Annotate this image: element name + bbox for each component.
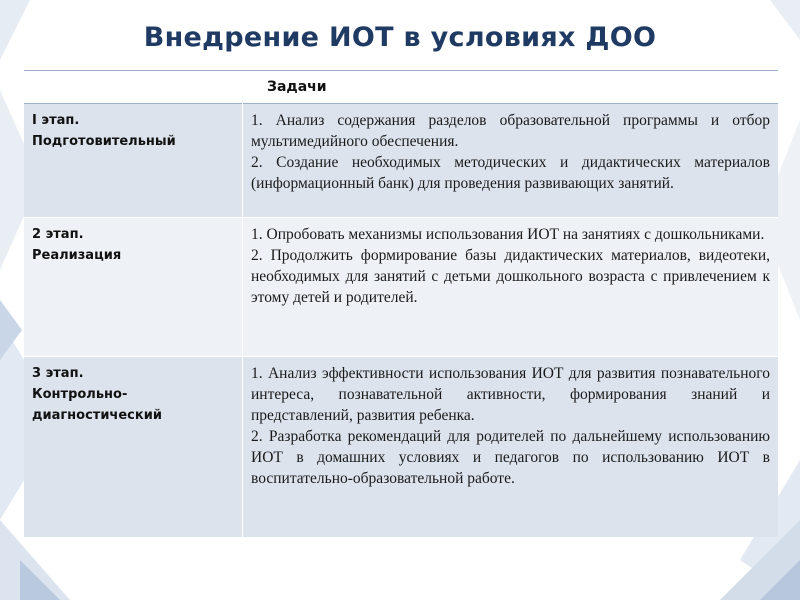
stage-name-continued: диагностический [32,408,162,423]
task-item: 1. Опробовать механизмы использования ИОТ на занятиях с дошкольниками. [251,226,765,243]
task-item: 1. Анализ эффективности использования ИОТ для развития познавательного интереса, познавательной активности, формирования знаний и представлений, развития ребенка. [251,365,770,424]
table-header-row [24,71,778,104]
task-item: 1. Анализ содержания разделов образовательной программы и отбор мультимедийного обеспечения. [251,112,770,150]
tasks-cell [243,357,779,538]
task-item: 2. Разработка рекомендаций для родителей по дальнейшему использованию ИОТ в домашних условиях и педагогов по использованию ИОТ в воспитательно-образовательной работе. [251,428,770,487]
table-row-stage-2 [24,218,778,357]
stage-name: Подготовительный [32,134,176,149]
page-title: Внедрение ИОТ в условиях ДОО [143,22,657,53]
task-item: 2. Продолжить формирование базы дидактических материалов, видеотеки, необходимых для занятий с детьми дошкольного возраста с привлечением к этому детей и родителей. [251,247,770,306]
task-item: 2. Создание необходимых методических и дидактических материалов (информационный банк) для проведения развивающих занятий. [251,154,770,192]
tasks-header-label: Задачи [267,79,327,95]
tasks-cell [243,104,779,218]
stage-number: 2 этап. [32,227,84,242]
stage-number: 3 этап. [32,366,84,381]
stage-number: I этап. [32,113,80,128]
stage-name: Контрольно- [32,387,128,402]
tasks-cell [243,218,779,357]
stage-name: Реализация [32,248,122,263]
stage-cell [24,104,243,218]
tasks-column-header [24,71,778,104]
stage-cell [24,357,243,538]
table-row-stage-3 [24,357,778,538]
tasks-table [24,70,778,537]
stage-cell [24,218,243,357]
table-row-stage-1 [24,104,778,218]
